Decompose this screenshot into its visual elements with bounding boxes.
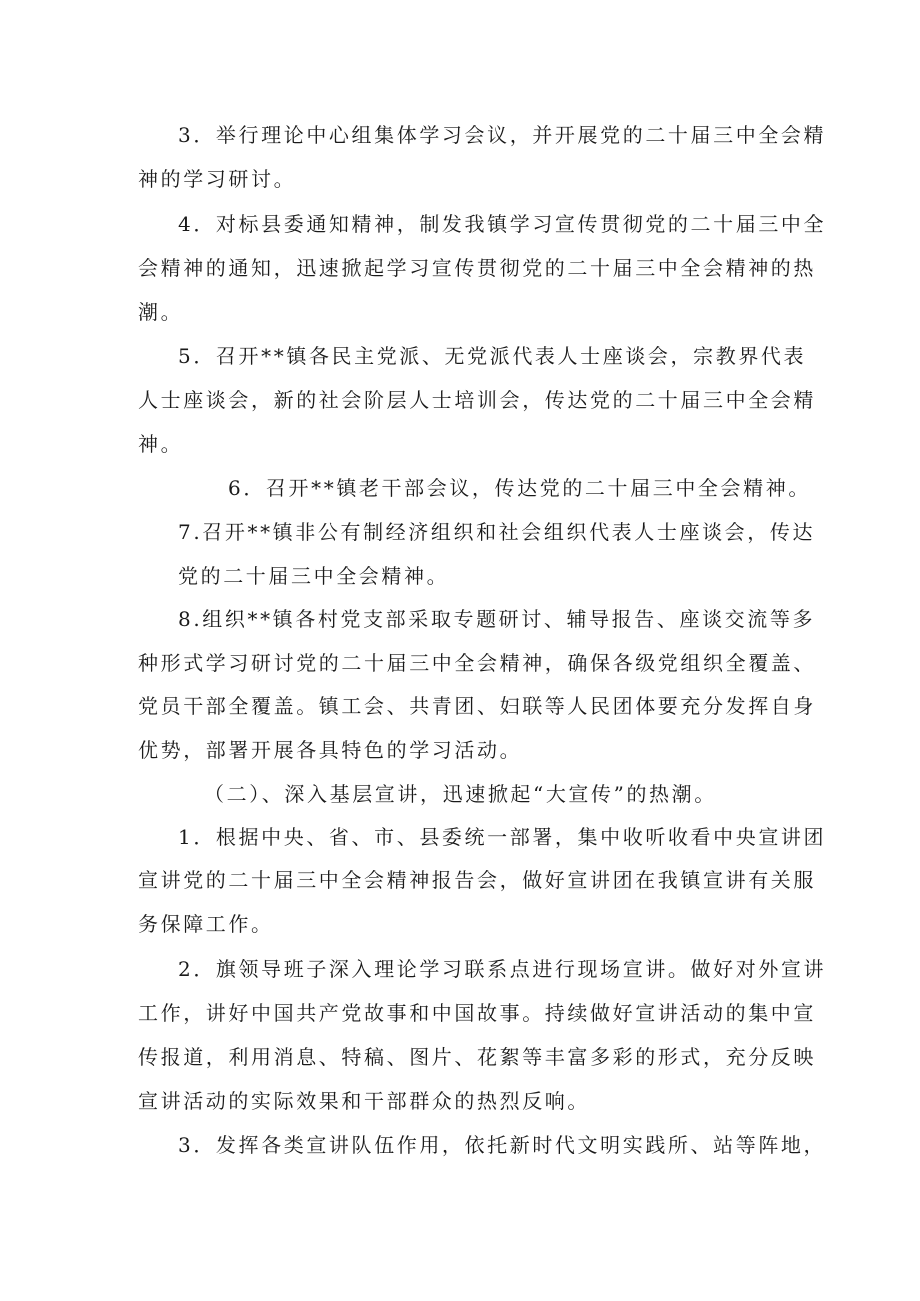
- paragraph-line: 务保障工作。: [138, 912, 274, 936]
- paragraph-line: 3．发挥各类宣讲队伍作用，依托新时代文明实践所、站等阵地，: [178, 1133, 827, 1157]
- paragraph-line: 1．根据中央、省、市、县委统一部署，集中收听收看中央宣讲团: [178, 825, 827, 849]
- paragraph-line: 6．召开**镇老干部会议，传达党的二十届三中全会精神。: [228, 476, 811, 500]
- paragraph-line: 传报道，利用消息、特稿、图片、花絮等丰富多彩的形式，充分反映: [138, 1045, 816, 1069]
- paragraph-line: 人士座谈会，新的社会阶层人士培训会，传达党的二十届三中全会精: [138, 388, 816, 412]
- paragraph-line: 会精神的通知，迅速掀起学习宣传贯彻党的二十届三中全会精神的热: [138, 256, 816, 280]
- paragraph-line: 宣讲活动的实际效果和干部群众的热烈反响。: [138, 1089, 590, 1113]
- paragraph-line: 党的二十届三中全会精神。: [178, 564, 450, 588]
- paragraph-line: 优势，部署开展各具特色的学习活动。: [138, 738, 523, 762]
- paragraph-line: 工作，讲好中国共产党故事和中国故事。持续做好宣讲活动的集中宣: [138, 1001, 816, 1025]
- paragraph-line: 神的学习研讨。: [138, 167, 297, 191]
- paragraph-line: 党员干部全覆盖。镇工会、共青团、妇联等人民团体要充分发挥自身: [138, 694, 816, 718]
- paragraph-line: 神。: [138, 432, 184, 456]
- paragraph-line: 2．旗领导班子深入理论学习联系点进行现场宣讲。做好对外宣讲: [178, 957, 827, 981]
- paragraph-line: 潮。: [138, 300, 184, 324]
- paragraph-line: 种形式学习研讨党的二十届三中全会精神，确保各级党组织全覆盖、: [138, 651, 816, 675]
- section-heading: （二）、深入基层宣讲，迅速掀起“大宣传”的热潮。: [204, 782, 717, 806]
- paragraph-line: 8.组织**镇各村党支部采取专题研讨、辅导报告、座谈交流等多: [178, 607, 816, 631]
- paragraph-line: 宣讲党的二十届三中全会精神报告会，做好宣讲团在我镇宣讲有关服: [138, 868, 816, 892]
- paragraph-line: 5．召开**镇各民主党派、无党派代表人士座谈会，宗教界代表: [178, 344, 807, 368]
- paragraph-line: 7.召开**镇非公有制经济组织和社会组织代表人士座谈会，传达: [178, 520, 816, 544]
- paragraph-line: 4．对标县委通知精神，制发我镇学习宣传贯彻党的二十届三中全: [178, 212, 827, 236]
- paragraph-line: 3．举行理论中心组集体学习会议，并开展党的二十届三中全会精: [178, 123, 827, 147]
